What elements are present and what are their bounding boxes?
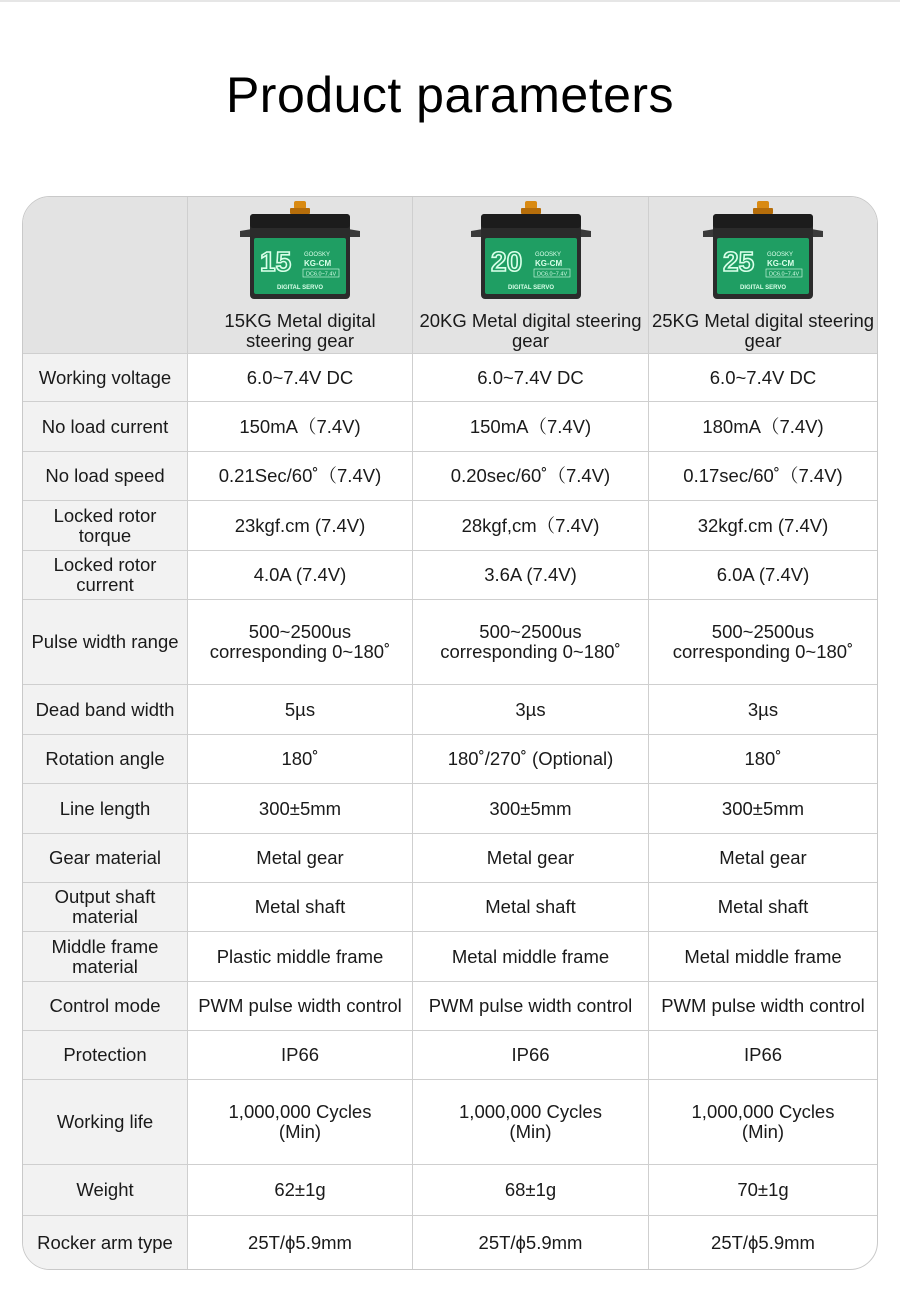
spec-value [413, 551, 649, 600]
spec-value-text: 180mA（7.4V) [702, 415, 824, 437]
row-label: Middle frame material [23, 932, 188, 982]
spec-value [413, 685, 649, 735]
spec-value [188, 551, 413, 600]
servo-brand: GOOSKY [304, 252, 331, 258]
spec-value-text: 25T/ϕ5.9mm [248, 1231, 352, 1253]
row-label: No load current [23, 402, 188, 452]
spec-value-text: 1,000,000 Cycles (Min) [228, 1101, 372, 1142]
spec-value [413, 600, 649, 685]
spec-value-text: 3.6A (7.4V) [484, 564, 577, 585]
spec-value [188, 784, 413, 834]
spec-value [188, 1216, 413, 1269]
spec-value [413, 354, 649, 402]
spec-value [188, 452, 413, 501]
row-label: Dead band width [23, 685, 188, 735]
spec-value-text: 6.0~7.4V DC [246, 366, 354, 388]
spec-value [649, 1080, 877, 1165]
spec-value [188, 883, 413, 932]
spec-value [413, 735, 649, 784]
spec-value [649, 883, 877, 932]
spec-value [413, 834, 649, 883]
servo-brand: GOOSKY [534, 252, 561, 258]
spec-value-text: 6.0~7.4V DC [709, 366, 817, 388]
product-name: 25KG Metal digital steering gear [651, 310, 875, 351]
spec-value [649, 600, 877, 685]
spec-value-text: Metal gear [719, 847, 807, 868]
spec-value [649, 735, 877, 784]
servo-subtitle: DIGITAL SERVO [276, 285, 324, 291]
spec-value [188, 1080, 413, 1165]
row-label: Rocker arm type [23, 1216, 188, 1269]
spec-value-text: 150mA（7.4V) [239, 415, 361, 437]
row-label: Line length [23, 784, 188, 834]
row-label: Locked rotor current [23, 551, 188, 600]
spec-value-text: IP66 [743, 1044, 783, 1065]
spec-value-text: 1,000,000 Cycles (Min) [691, 1101, 835, 1142]
spec-value-text: Metal gear [486, 847, 575, 868]
spec-value-text: 180˚/270˚ (Optional) [447, 748, 614, 769]
page-title: Product parameters [225, 67, 675, 123]
spec-value-text: 32kgf.cm (7.4V) [697, 514, 829, 536]
spec-value-text: 3µs [747, 698, 779, 720]
spec-value [413, 1080, 649, 1165]
spec-value [413, 982, 649, 1031]
row-label: Working life [23, 1080, 188, 1165]
spec-value [188, 1031, 413, 1080]
spec-value [649, 784, 877, 834]
row-label: Rotation angle [23, 735, 188, 784]
spec-value-text: Metal shaft [485, 896, 576, 917]
spec-value-text: 70±1g [737, 1179, 789, 1200]
spec-value-text: 68±1g [504, 1179, 557, 1200]
spec-value [413, 402, 649, 452]
spec-value-text: 500~2500us corresponding 0~180˚ [440, 621, 621, 662]
spec-value-text: 28kgf,cm（7.4V) [461, 514, 600, 536]
servo-image [703, 201, 823, 299]
spec-value [649, 932, 877, 982]
spec-value-text: 3µs [515, 698, 546, 720]
spec-value-text: 0.20sec/60˚（7.4V) [450, 465, 611, 486]
spec-value [649, 402, 877, 452]
row-label: Gear material [23, 834, 188, 883]
spec-value [649, 354, 877, 402]
spec-value [188, 685, 413, 735]
servo-unit: KG-CM [767, 259, 795, 268]
servo-brand: GOOSKY [767, 252, 794, 258]
spec-value [188, 735, 413, 784]
servo-subtitle: DIGITAL SERVO [507, 285, 554, 291]
spec-value-text: 25T/ϕ5.9mm [478, 1231, 583, 1253]
spec-value [413, 1216, 649, 1269]
spec-value-text: Plastic middle frame [216, 945, 384, 967]
servo-number: 15 [260, 246, 292, 277]
spec-value-text: Metal shaft [717, 896, 809, 917]
spec-value-text: PWM pulse width control [661, 995, 865, 1016]
servo-number: 25 [723, 246, 755, 277]
servo-range: DC6.0~7.4V [769, 271, 800, 278]
row-label: Locked rotor torque [23, 501, 188, 551]
spec-value-text: 25T/ϕ5.9mm [711, 1231, 815, 1253]
spec-value-text: 180˚ [744, 748, 782, 769]
spec-value-text: IP66 [511, 1044, 550, 1065]
servo-image [471, 201, 591, 299]
spec-value-text: 23kgf.cm (7.4V) [234, 514, 366, 536]
row-label: Weight [23, 1165, 188, 1216]
row-label: Pulse width range [23, 600, 188, 685]
servo-subtitle: DIGITAL SERVO [739, 285, 787, 291]
spec-value-text: 6.0A (7.4V) [716, 564, 810, 585]
spec-value-text: 150mA（7.4V) [469, 415, 592, 437]
spec-value [649, 982, 877, 1031]
spec-value [413, 1165, 649, 1216]
spec-value-text: 300±5mm [489, 797, 572, 819]
spec-value [649, 685, 877, 735]
spec-value [188, 501, 413, 551]
servo-unit: KG-CM [534, 259, 562, 268]
spec-value [413, 784, 649, 834]
table-corner [23, 197, 188, 354]
spec-value-text: 4.0A (7.4V) [253, 564, 347, 585]
spec-value [188, 600, 413, 685]
spec-value [649, 834, 877, 883]
spec-value-text: 300±5mm [258, 797, 342, 819]
servo-range: DC6.0~7.4V [306, 271, 337, 278]
spec-value [413, 883, 649, 932]
spec-value-text: 6.0~7.4V DC [477, 366, 584, 388]
spec-value-text: Metal middle frame [684, 945, 842, 967]
spec-value [188, 932, 413, 982]
spec-value-text: 0.17sec/60˚（7.4V) [683, 465, 843, 486]
row-label: Working voltage [23, 354, 188, 402]
spec-value [413, 501, 649, 551]
spec-value [413, 452, 649, 501]
spec-value-text: 1,000,000 Cycles (Min) [459, 1101, 602, 1142]
spec-value-text: 5µs [284, 698, 316, 720]
product-header [188, 197, 413, 354]
spec-value-text: 500~2500us corresponding 0~180˚ [209, 621, 391, 662]
spec-value [649, 1165, 877, 1216]
product-name: 20KG Metal digital steering gear [419, 310, 642, 351]
row-label: Output shaft material [23, 883, 188, 932]
spec-value-text: 500~2500us corresponding 0~180˚ [672, 621, 854, 662]
spec-value-text: 62±1g [274, 1179, 326, 1200]
servo-number: 20 [490, 246, 522, 277]
spec-value-text: 300±5mm [721, 797, 805, 819]
spec-table [22, 196, 878, 1270]
row-label: No load speed [23, 452, 188, 501]
servo-image [240, 201, 360, 299]
spec-value-text: PWM pulse width control [428, 995, 633, 1016]
spec-value [649, 501, 877, 551]
spec-value [649, 452, 877, 501]
row-label: Control mode [23, 982, 188, 1031]
product-name: 15KG Metal digital steering gear [224, 310, 376, 351]
spec-value [649, 1216, 877, 1269]
spec-value-text: 0.21Sec/60˚（7.4V) [218, 465, 382, 486]
spec-value-text: Metal gear [256, 847, 344, 868]
spec-value-text: PWM pulse width control [198, 995, 402, 1016]
spec-value [649, 1031, 877, 1080]
spec-value [188, 402, 413, 452]
servo-unit: KG-CM [304, 259, 332, 268]
spec-value-text: IP66 [280, 1044, 320, 1065]
row-label: Protection [23, 1031, 188, 1080]
product-header [649, 197, 877, 354]
spec-value [413, 932, 649, 982]
servo-range: DC6.0~7.4V [536, 271, 567, 278]
spec-value-text: 180˚ [281, 748, 319, 769]
spec-value [188, 834, 413, 883]
spec-value [188, 1165, 413, 1216]
spec-value [188, 354, 413, 402]
top-divider [0, 0, 900, 2]
spec-value [649, 551, 877, 600]
spec-value [188, 982, 413, 1031]
spec-value [413, 1031, 649, 1080]
spec-value-text: Metal shaft [254, 896, 346, 917]
spec-value-text: Metal middle frame [451, 945, 610, 967]
product-header [413, 197, 649, 354]
